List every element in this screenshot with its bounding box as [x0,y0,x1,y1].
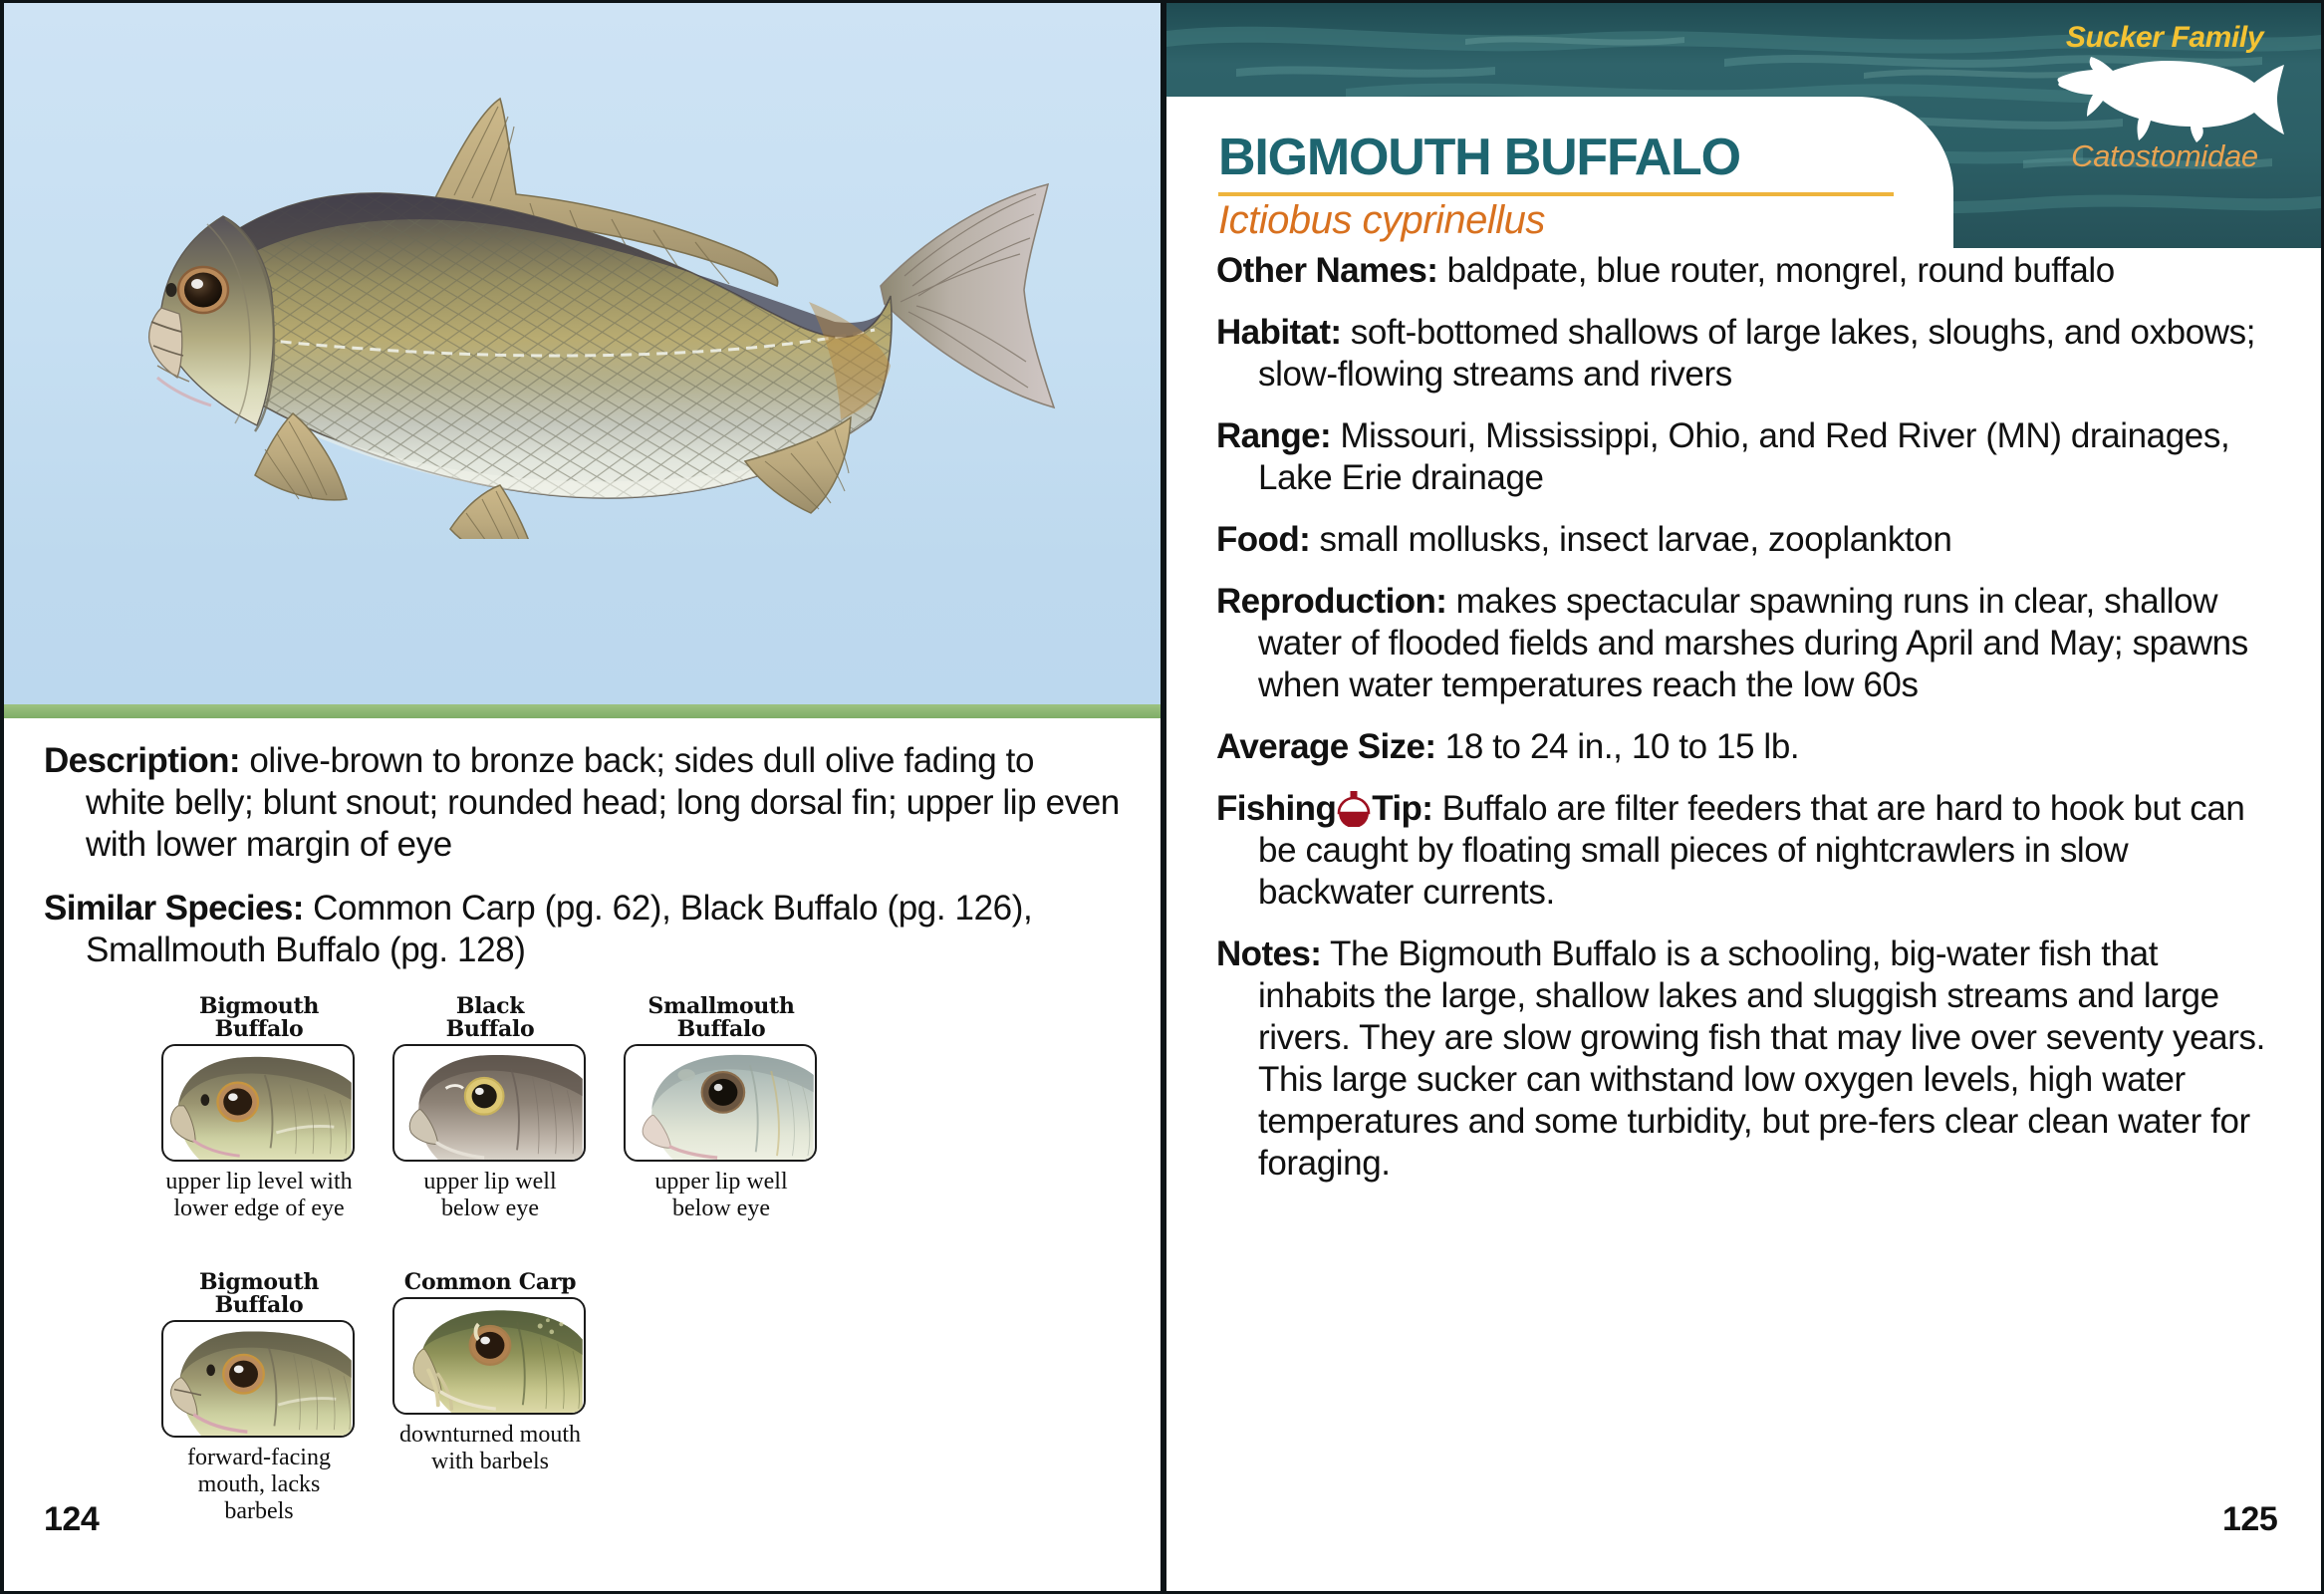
fish-head-thumbnail-black-buffalo [392,1044,586,1162]
other-names-field [1216,250,2282,292]
similar-species-label: Similar Species: [44,889,304,928]
sucker-fish-silhouette-icon [2045,57,2284,142]
notes-label: Notes: [1216,934,1322,973]
description-text: olive-brown to bronze back; sides dull olive fading to white belly; blunt snout; rounded head; long dorsal fin; upper lip even with lower margin of eye [86,741,1120,864]
fish-head-thumbnail-bigmouth-buffalo-mouth [161,1320,355,1438]
notes-text: The Bigmouth Buffalo is a schooling, big-water fish that inhabits the large, shallow lakes and sluggish streams and large rivers. They are slow growing fish that may live over seventy years. This large sucker can withstand low oxygen levels, high water temperatures and some turbidity, but pre-fers clear clean water for foraging. [1258,934,2265,1183]
comparison-title: Smallmouth Buffalo [647,993,795,1042]
comparison-title: Black Buffalo [445,993,535,1042]
comparison-item-common-carp [392,1271,588,1525]
fishing-tip-label-part1: Fishing [1216,789,1337,828]
reproduction-field [1216,581,2282,706]
family-badge [2030,21,2299,174]
family-name-label: Sucker Family [2065,21,2264,54]
species-scientific-name: Ictiobus cyprinellus [1218,198,1545,242]
fishing-tip-label-part2: Tip: [1372,789,1433,828]
food-text: small mollusks, insect larvae, zooplankton [1310,520,1952,559]
family-latin-label: Catostomidae [2071,138,2258,173]
comparison-item-bigmouth-buffalo-mouth [161,1271,357,1525]
comparison-title: Bigmouth Buffalo [198,1269,320,1318]
left-page-text [44,740,1120,993]
habitat-field [1216,312,2282,396]
average-size-label: Average Size: [1216,727,1436,766]
illustration-panel [4,3,1162,718]
fish-head-thumbnail-bigmouth-buffalo [161,1044,355,1162]
average-size-field [1216,726,2282,768]
comparison-caption: forward-facing mouth, lacks barbels [187,1445,331,1524]
comparison-caption: downturned mouth with barbels [399,1422,581,1474]
average-size-text: 18 to 24 in., 10 to 15 lb. [1435,727,1800,766]
comparison-row-mouth-barbels [161,1271,624,1525]
other-names-text: baldpate, blue router, mongrel, round buffalo [1437,251,2115,290]
comparison-item-bigmouth-buffalo-lip [161,995,357,1222]
food-label: Food: [1216,520,1311,559]
habitat-label: Habitat: [1216,313,1342,352]
notes-field [1216,933,2282,1185]
page-number-left: 124 [44,1500,100,1538]
reproduction-label: Reproduction: [1216,582,1447,621]
fishing-tip-text: Buffalo are filter feeders that are hard to hook but can be caught by floating small pieces of nightcrawlers in slow backwater currents. [1258,789,2245,912]
fish-head-thumbnail-smallmouth-buffalo [624,1044,817,1162]
comparison-item-smallmouth-buffalo-lip [624,995,819,1222]
habitat-text: soft-bottomed shallows of large lakes, sloughs, and oxbows; slow-flowing streams and rivers [1258,313,2256,394]
range-label: Range: [1216,416,1332,455]
right-page [1163,0,2324,1594]
description-field [44,740,1120,866]
species-title: BIGMOUTH BUFFALO [1218,129,1740,186]
comparison-title: Common Carp [403,1269,577,1295]
comparison-caption: upper lip level with lower edge of eye [165,1169,353,1221]
range-field [1216,415,2282,499]
other-names-label: Other Names: [1216,251,1438,290]
comparison-caption: upper lip well below eye [423,1169,557,1221]
similar-species-field [44,888,1120,971]
species-title-underline [1218,192,1894,196]
comparison-row-lip-position [161,995,855,1222]
reproduction-text: makes spectacular spawning runs in clear, shallow water of flooded fields and marshes during April and May; spawns when water temperatures reach the low 60s [1258,582,2248,704]
comparison-title: Bigmouth Buffalo [198,993,320,1042]
bobber-icon [1337,791,1371,827]
page-number-right: 125 [2222,1500,2278,1538]
description-label: Description: [44,741,240,780]
comparison-item-black-buffalo-lip [392,995,588,1222]
fishing-tip-field [1216,788,2282,914]
range-text: Missouri, Mississippi, Ohio, and Red River (MN) drainages, Lake Erie drainage [1258,416,2230,497]
food-field [1216,519,2282,561]
similar-species-text: Common Carp (pg. 62), Black Buffalo (pg. 126), Smallmouth Buffalo (pg. 128) [86,889,1033,969]
fish-head-thumbnail-common-carp [392,1297,586,1415]
green-divider-strip [4,704,1162,718]
species-details [1216,250,2282,1204]
bigmouth-buffalo-illustration [32,91,1138,539]
comparison-caption: upper lip well below eye [654,1169,788,1221]
